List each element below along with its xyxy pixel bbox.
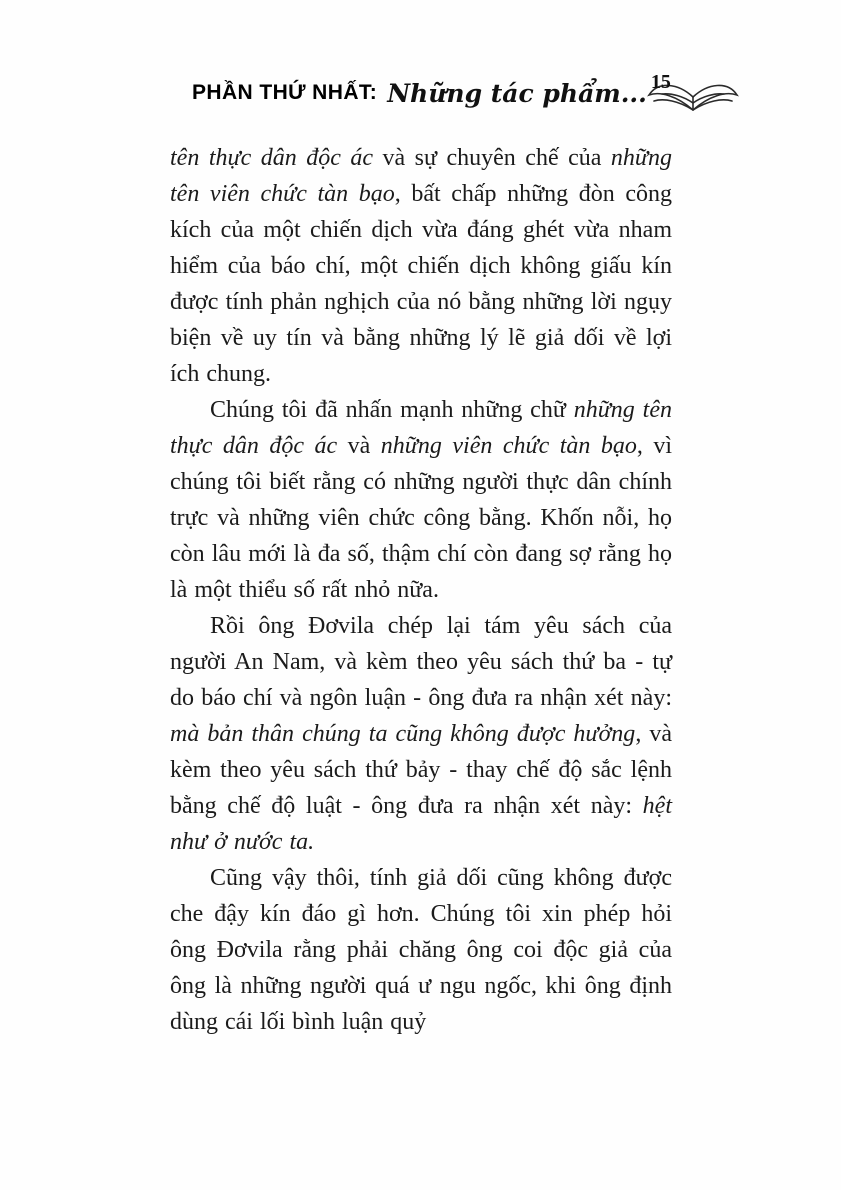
page-number-ornament (647, 70, 675, 116)
section-title: Những tác phẩm... (387, 78, 647, 108)
page-body (170, 140, 672, 1040)
text-run-italic: những tên thực dân độc ác (170, 397, 672, 459)
section-label: PHẦN THỨ NHẤT: (192, 81, 378, 104)
text-run: Rồi ông Đơvila chép lại tám yêu sách của người An Nam, và kèm theo yêu sách thứ ba - tự do báo chí và ngôn luận - ông đưa ra nhận xét này: (170, 613, 672, 711)
text-run-italic: tên thực dân độc ác (170, 145, 383, 171)
body-paragraph (170, 140, 672, 392)
page-number: 15 (650, 71, 671, 93)
text-run-italic: những viên chức tàn bạo (380, 433, 637, 459)
text-run: , bất chấp những đòn công kích của một chiến dịch vừa đáng ghét vừa nham hiểm của báo chí, một chiến dịch không giấu kín được tính phản nghịch của nó bằng những lời ngụy biện về uy tín và bằng những lý lẽ giả dối về lợi ích chung. (170, 181, 672, 387)
text-run: , vì chúng tôi biết rằng có những người thực dân chính trực và những viên chức công bằng. Khốn nỗi, họ còn lâu mới là đa số, thậm chí còn đang sợ rằng họ là một thiểu số rất nhỏ nữa. (170, 433, 673, 603)
text-run-italic: những tên viên chức tàn bạo (170, 145, 672, 207)
text-run: , và kèm theo yêu sách thứ bảy - thay chế độ sắc lệnh bằng chế độ luật - ông đưa ra nhận xét này: (170, 721, 672, 819)
text-run-italic: hệt như ở nước ta. (170, 793, 672, 855)
text-run: Chúng tôi đã nhấn mạnh những chữ (210, 397, 574, 423)
page-header (170, 70, 675, 116)
body-paragraph (170, 392, 672, 608)
text-run-italic: mà bản thân chúng ta cũng không được hưởng (170, 721, 636, 747)
text-run: và (337, 433, 381, 459)
text-run: và sự chuyên chế của (382, 145, 611, 171)
body-paragraph (170, 608, 672, 860)
body-paragraph (170, 860, 672, 1040)
text-run: Cũng vậy thôi, tính giả dối cũng không được che đậy kín đáo gì hơn. Chúng tôi xin phép hỏi ông Đơvila rằng phải chăng ông coi độc giả của ông là những người quá ư ngu ngốc, khi ông định dùng cái lối bình luận quỷ (170, 865, 672, 1035)
